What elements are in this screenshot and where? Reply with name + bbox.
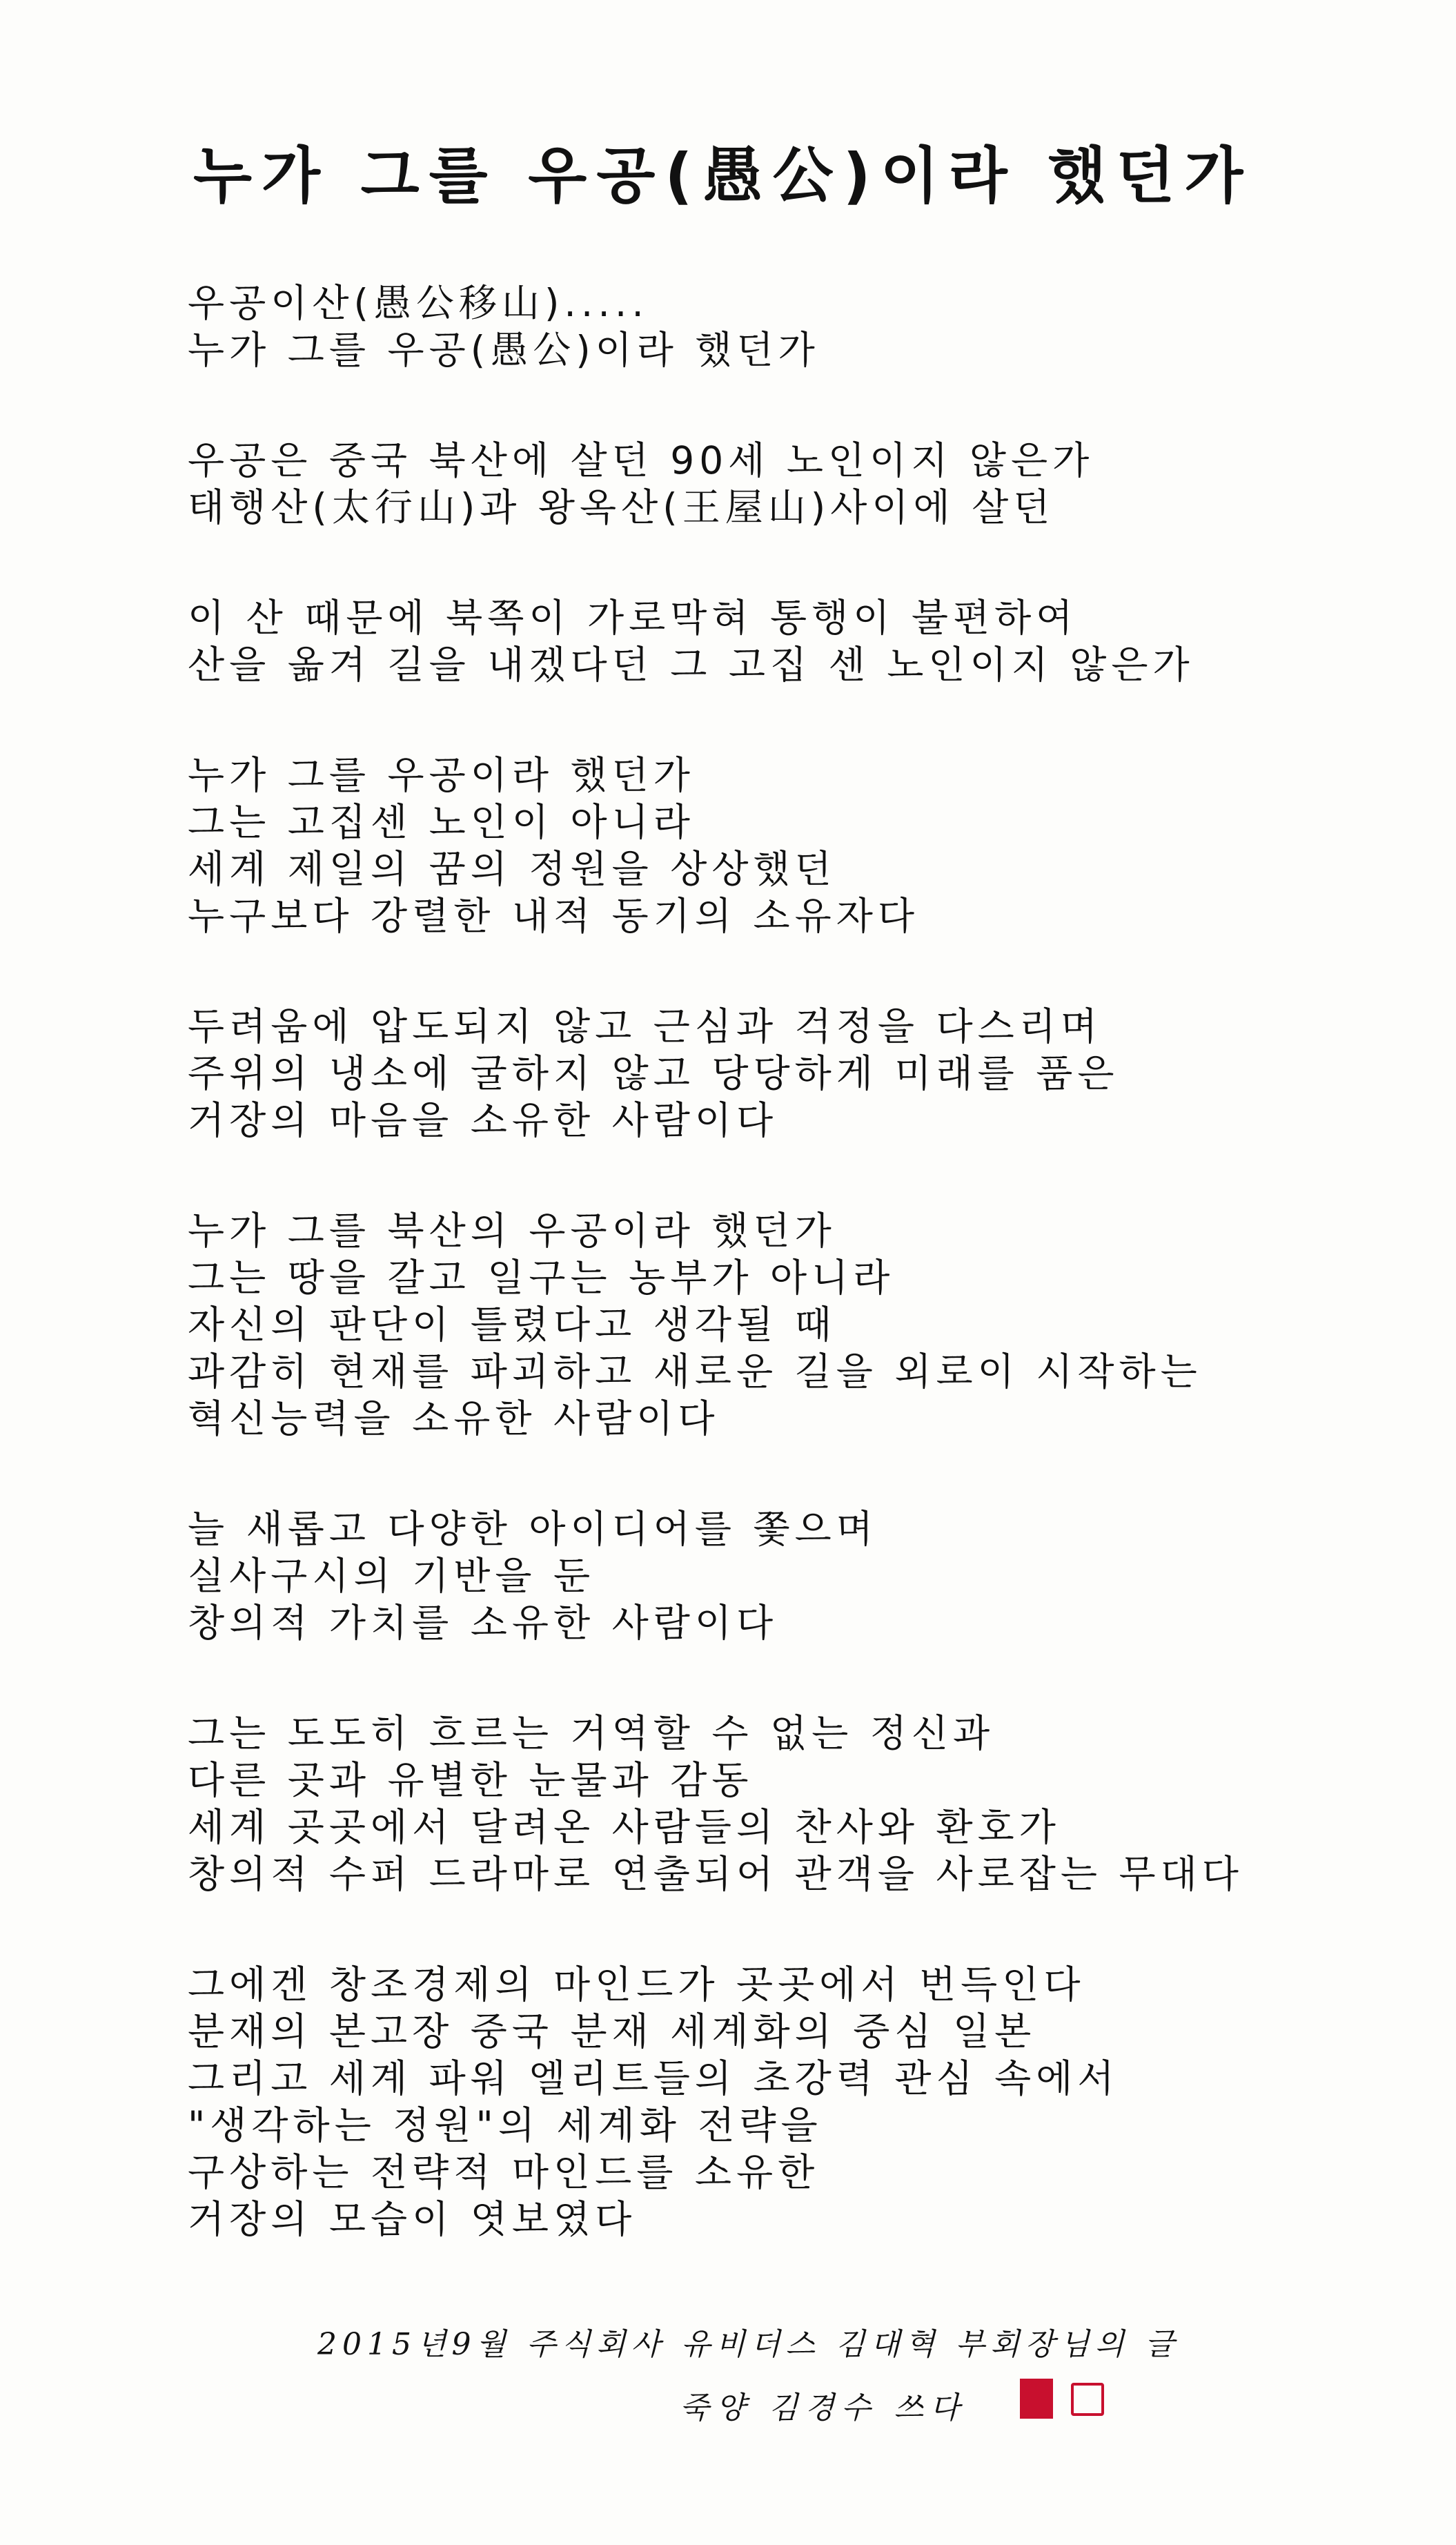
- poem-line: 누가 그를 우공(愚公)이라 했던가: [188, 328, 820, 372]
- poem-line: 창의적 수퍼 드라마로 연출되어 관객을 사로잡는 무대다: [188, 1852, 1243, 1896]
- poem-line: 혁신능력을 소유한 사람이다: [188, 1396, 720, 1441]
- calligrapher-signature: 죽양 김경수 쓰다: [680, 2390, 967, 2426]
- poem-line: 그리고 세계 파워 엘리트들의 초강력 관심 속에서: [188, 2056, 1119, 2100]
- poem-line: 누구보다 강렬한 내적 동기의 소유자다: [188, 894, 920, 938]
- poem-line: 그는 도도히 흐르는 거역할 수 없는 정신과: [188, 1711, 995, 1755]
- poem-line: 우공은 중국 북산에 살던 90세 노인이지 않은가: [188, 438, 1094, 482]
- red-seal-stamp-icon: [1020, 2379, 1053, 2419]
- poem-line: 실사구시의 기반을 둔: [188, 1554, 596, 1598]
- poem-line: 누가 그를 북산의 우공이라 했던가: [188, 1209, 836, 1253]
- poem-body: [188, 280, 1375, 2306]
- stanza-3: [188, 594, 1375, 688]
- stanza-4: [188, 752, 1375, 939]
- poem-line: 과감히 현재를 파괴하고 새로운 길을 외로이 시작하는: [188, 1349, 1202, 1394]
- poem-line: 분재의 본고장 중국 분재 세계화의 중심 일본: [188, 2009, 1036, 2054]
- poem-line: 세계 제일의 꿈의 정원을 상상했던: [188, 847, 836, 891]
- poem-line: 이 산 때문에 북쪽이 가로막혀 통행이 불편하여: [188, 596, 1078, 640]
- poem-line: 자신의 판단이 틀렸다고 생각될 때: [188, 1303, 836, 1347]
- poem-line: 우공이산(愚公移山).....: [188, 281, 649, 325]
- poem-line: 그에겐 창조경제의 마인드가 곳곳에서 번득인다: [188, 1962, 1085, 2007]
- poem-line: 구상하는 전략적 마인드를 소유한: [188, 2150, 820, 2194]
- stanza-6: [188, 1207, 1375, 1442]
- poem-line: 산을 옮겨 길을 내겠다던 그 고집 센 노인이지 않은가: [188, 643, 1194, 687]
- stanza-7: [188, 1505, 1375, 1646]
- red-seal-stamp-outline-icon: [1071, 2383, 1104, 2416]
- stanza-2: [188, 437, 1375, 531]
- poem-title: 누가 그를 우공(愚公)이라 했던가: [193, 140, 1253, 211]
- poem-line: 늘 새롭고 다양한 아이디어를 쫓으며: [188, 1507, 878, 1551]
- stanza-5: [188, 1003, 1375, 1144]
- poem-line: 누가 그를 우공이라 했던가: [188, 753, 695, 797]
- poem-line: 창의적 가치를 소유한 사람이다: [188, 1601, 778, 1645]
- poem-line: 다른 곳과 유별한 눈물과 감동: [188, 1758, 754, 1802]
- stanza-9: [188, 1961, 1375, 2243]
- attribution-line: 2015년9월 주식회사 유비더스 김대혁 부회장님의 글: [317, 2327, 1180, 2362]
- poem-line: 주위의 냉소에 굴하지 않고 당당하게 미래를 품은: [188, 1051, 1119, 1095]
- poem-line: 그는 땅을 갈고 일구는 농부가 아니라: [188, 1256, 895, 1300]
- stanza-8: [188, 1710, 1375, 1898]
- stanza-1: [188, 280, 1375, 373]
- poem-line: 거장의 모습이 엿보였다: [188, 2197, 637, 2241]
- poem-line: 세계 곳곳에서 달려온 사람들의 찬사와 환호가: [188, 1805, 1061, 1849]
- poem-line: "생각하는 정원"의 세계화 전략을: [188, 2103, 823, 2147]
- poem-line: 태행산(太行山)과 왕옥산(王屋山)사이에 살던: [188, 485, 1055, 529]
- poem-line: 그는 고집센 노인이 아니라: [188, 800, 695, 844]
- poem-line: 거장의 마음을 소유한 사람이다: [188, 1098, 778, 1142]
- poem-line: 두려움에 압도되지 않고 근심과 걱정을 다스리며: [188, 1004, 1103, 1049]
